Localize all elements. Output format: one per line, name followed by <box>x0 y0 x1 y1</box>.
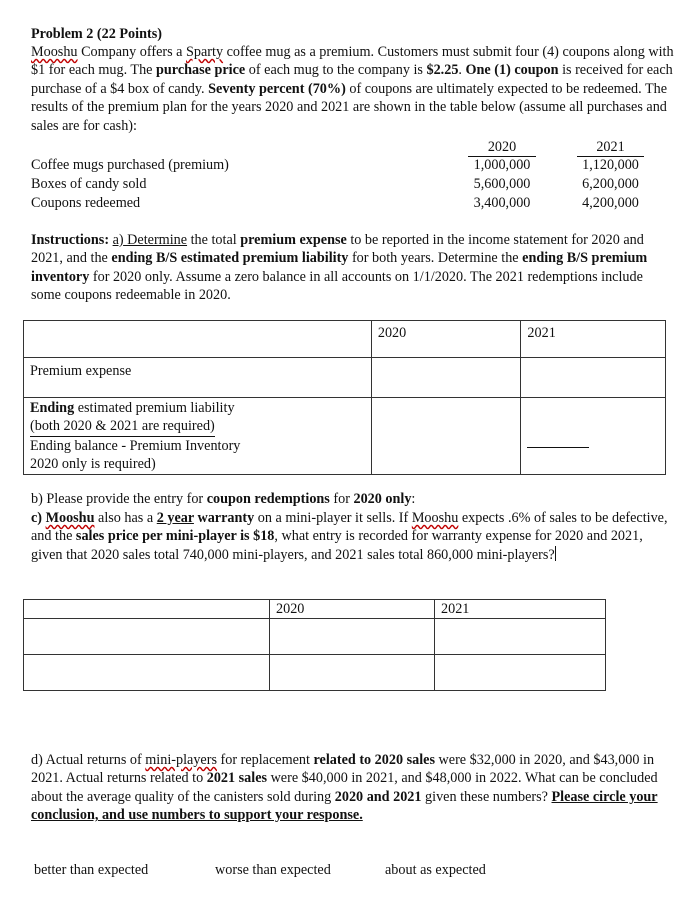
choice-better[interactable]: better than expected <box>34 862 149 878</box>
data-value: 1,120,000 <box>582 157 639 173</box>
part-d: d) Actual returns of mini-players for replacement related to 2020 sales were $32,000 in 2020, and $43,000 in 2021. Actual returns related to 2021 sales were $40,000 in 2021, and $48,000 in 2022. What can be concluded about the average quality of the canisters sold during 2020 and 2021 given these numbers? Please circle your conclusion, and use numbers to support your response. <box>31 752 658 824</box>
answer-cell[interactable] <box>435 619 606 655</box>
data-value: 6,200,000 <box>582 176 639 192</box>
warranty-col-2021: 2021 <box>435 600 606 619</box>
answer-cell[interactable] <box>270 655 435 691</box>
answer-cell[interactable] <box>371 398 521 475</box>
text-cursor <box>555 546 556 561</box>
data-value: 3,400,000 <box>473 195 531 211</box>
answer-cell[interactable] <box>24 655 270 691</box>
year-header-2020: 2020 <box>468 138 536 157</box>
row-premium-expense: Premium expense <box>24 358 372 398</box>
company-name: Mooshu <box>31 44 78 60</box>
answer-cell[interactable] <box>371 358 521 398</box>
answer-cell[interactable] <box>24 619 270 655</box>
part-b: b) Please provide the entry for coupon redemptions for 2020 only: <box>31 491 416 507</box>
answer-cell[interactable] <box>521 358 666 398</box>
warranty-col-2020: 2020 <box>270 600 435 619</box>
answer-col-2021: 2021 <box>521 321 666 358</box>
data-value: 4,200,000 <box>582 195 639 211</box>
problem-title: Problem 2 (22 Points) <box>31 26 162 42</box>
data-row-label: Boxes of candy sold <box>31 176 147 192</box>
choice-worse[interactable]: worse than expected <box>215 862 331 878</box>
answer-table-warranty <box>23 599 606 691</box>
data-row-label: Coffee mugs purchased (premium) <box>31 157 229 173</box>
data-value: 5,600,000 <box>473 176 531 192</box>
answer-table-premium <box>23 320 666 475</box>
year-header-2021: 2021 <box>577 138 644 157</box>
answer-col-2020: 2020 <box>371 321 521 358</box>
choice-about[interactable]: about as expected <box>385 862 486 878</box>
data-value: 1,000,000 <box>473 157 531 173</box>
data-row-label: Coupons redeemed <box>31 195 141 211</box>
answer-blank-line <box>527 447 589 448</box>
answer-table-corner <box>24 321 372 358</box>
instructions: Instructions: a) Determine the total premium expense to be reported in the income statement for 2020 and 2021, and the ending B/S estimated premium liability for both years. Determine the ending B/S premium inventory for 2020 only. Assume a zero balance in all accounts on 1/1/2020. The 2021 redemptions include some coupons redeemable in 2020. <box>31 232 648 304</box>
part-c: c) Mooshu also has a 2 year warranty on a mini-player it sells. If Mooshu expects .6% of sales to be defective, and the sales price per mini-player is $18, what entry is recorded for warranty expense for 2020 and 2021, given that 2020 sales total 740,000 mini-players, and 2021 sales total 860,000 mini-players? <box>31 510 668 563</box>
problem-intro: Mooshu Company offers a Sparty coffee mug as a premium. Customers must submit four (4) coupons along with $1 for each mug. The purchase price of each mug to the company is $2.25. One (1) coupon is received for each purchase of a $4 box of candy. Seventy percent (70%) of coupons are ultimately expected to be redeemed. The results of the premium plan for the years 2020 and 2021 are shown in the table below (assume all purchases and sales are for cash): <box>31 44 674 134</box>
row-liability-inventory: Ending estimated premium liability (both 2020 & 2021 are required) Ending balance - Premium Inventory 2020 only is required) <box>24 398 372 475</box>
answer-cell[interactable] <box>270 619 435 655</box>
warranty-corner <box>24 600 270 619</box>
answer-cell[interactable] <box>521 398 666 475</box>
answer-cell[interactable] <box>435 655 606 691</box>
